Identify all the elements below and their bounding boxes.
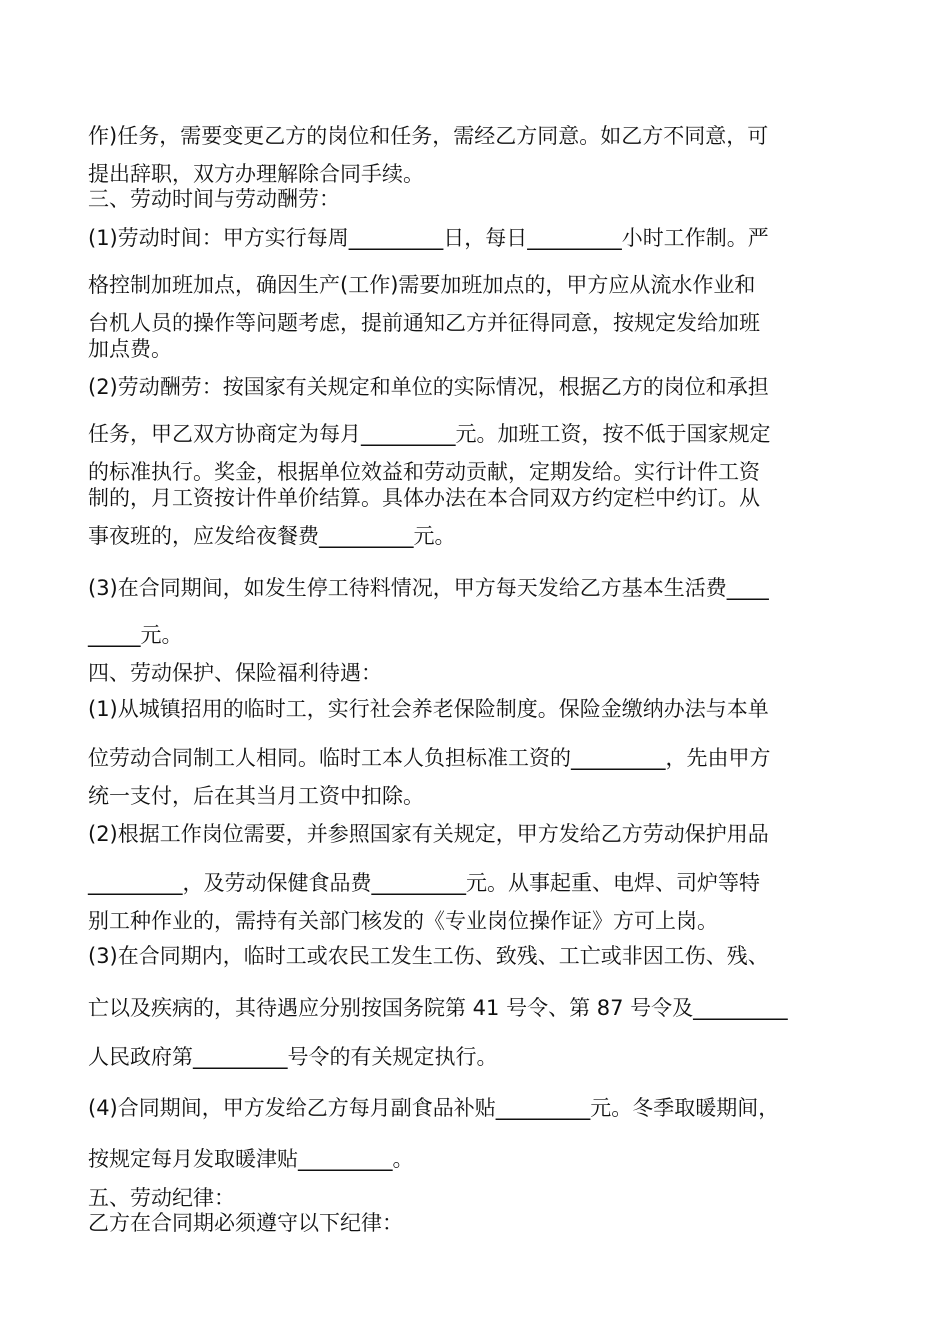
text-line: 人民政府第_________号令的有关规定执行。: [88, 1045, 498, 1069]
text-line: (3)在合同期间，如发生停工待料情况，甲方每天发给乙方基本生活费____: [88, 576, 769, 600]
text-line: (2)根据工作岗位需要，并参照国家有关规定，甲方发给乙方劳动保护用品: [88, 822, 769, 846]
text-line: 作)任务，需要变更乙方的岗位和任务，需经乙方同意。如乙方不同意，可: [88, 124, 769, 148]
text-line: 的标准执行。奖金，根据单位效益和劳动贡献，定期发给。实行计件工资: [88, 460, 760, 484]
text-line: 格控制加班加点，确因生产(工作)需要加班加点的，甲方应从流水作业和: [88, 273, 756, 297]
section-heading: 三、劳动时间与劳动酬劳：: [88, 187, 340, 211]
text-line: 按规定每月发取暖津贴_________。: [88, 1147, 414, 1171]
text-line: _________，及劳动保健食品费_________元。从事起重、电焊、司炉等特: [88, 871, 760, 895]
text-line: 事夜班的，应发给夜餐费_________元。: [88, 524, 456, 548]
section-heading: 四、劳动保护、保险福利待遇：: [88, 661, 382, 685]
text-line: (3)在合同期内，临时工或农民工发生工伤、致残、工亡或非因工伤、残、: [88, 944, 769, 968]
text-line: 台机人员的操作等问题考虑，提前通知乙方并征得同意，按规定发给加班: [88, 311, 760, 335]
text-line: 制的，月工资按计件单价结算。具体办法在本合同双方约定栏中约订。从: [88, 486, 760, 510]
text-line: (4)合同期间，甲方发给乙方每月副食品补贴_________元。冬季取暖期间，: [88, 1096, 780, 1120]
text-line: (1)从城镇招用的临时工，实行社会养老保险制度。保险金缴纳办法与本单: [88, 697, 769, 721]
text-line: (1)劳动时间：甲方实行每周_________日，每日_________小时工作制。严: [88, 226, 769, 250]
text-line: 亡以及疾病的，其待遇应分别按国务院第 41 号令、第 87 号令及_________: [88, 996, 788, 1020]
section-heading: 五、劳动纪律：: [88, 1186, 235, 1210]
text-line: 位劳动合同制工人相同。临时工本人负担标准工资的_________，先由甲方: [88, 746, 771, 770]
text-line: 别工种作业的，需持有关部门核发的《专业岗位操作证》方可上岗。: [88, 909, 718, 933]
text-line: 提出辞职，双方办理解除合同手续。: [88, 162, 424, 186]
text-line: 任务，甲乙双方协商定为每月_________元。加班工资，按不低于国家规定: [88, 422, 771, 446]
text-line: 统一支付，后在其当月工资中扣除。: [88, 784, 424, 808]
text-line: _____元。: [88, 623, 183, 647]
text-line: 乙方在合同期必须遵守以下纪律：: [88, 1211, 403, 1235]
text-line: 加点费。: [88, 337, 172, 361]
text-line: (2)劳动酬劳：按国家有关规定和单位的实际情况，根据乙方的岗位和承担: [88, 375, 769, 399]
